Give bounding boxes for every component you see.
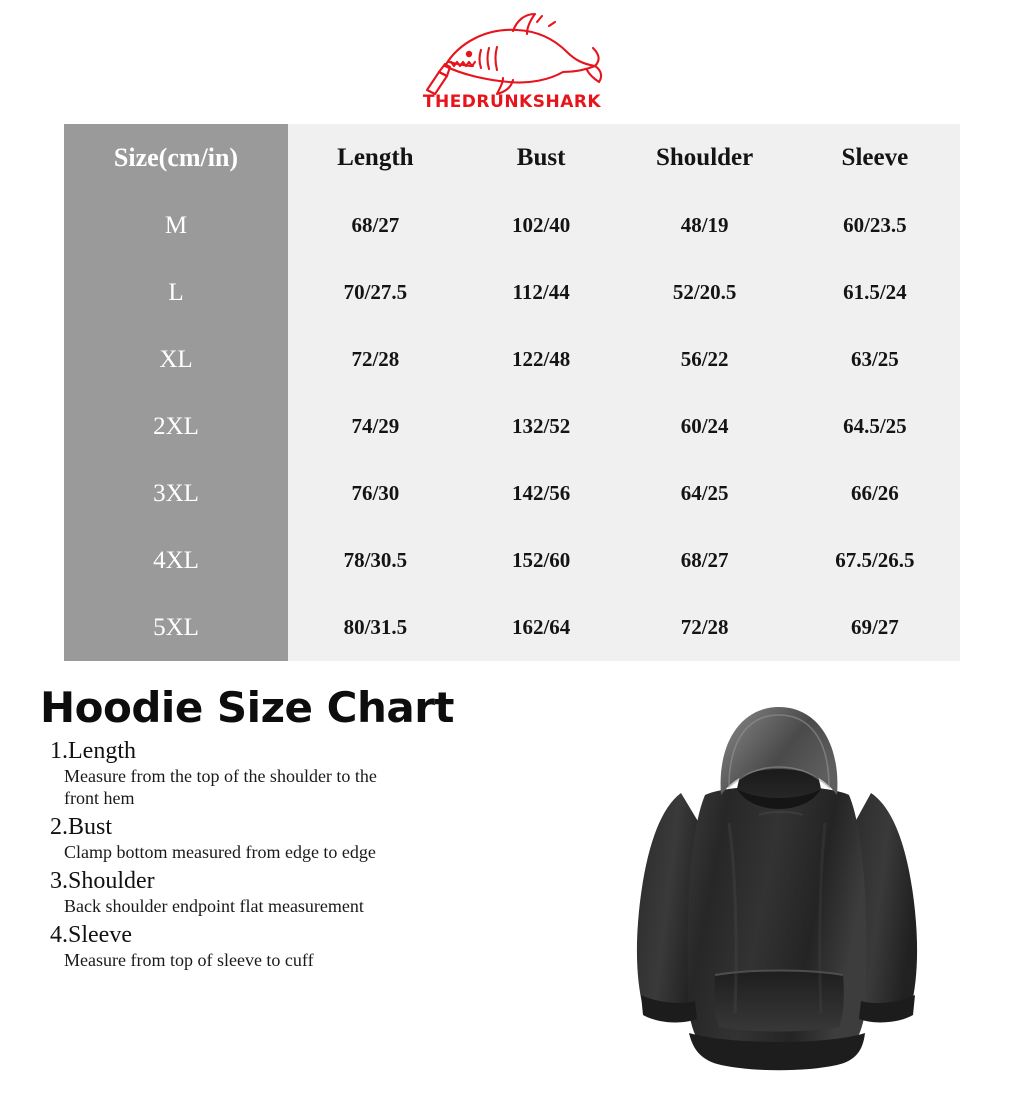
cell-size: XL <box>64 326 288 393</box>
column-header-shoulder: Shoulder <box>620 124 790 192</box>
cell-shoulder: 48/19 <box>620 192 790 259</box>
cell-sleeve: 67.5/26.5 <box>790 527 960 594</box>
column-header-bust: Bust <box>463 124 620 192</box>
cell-bust: 112/44 <box>463 259 620 326</box>
cell-length: 68/27 <box>288 192 463 259</box>
cell-sleeve: 64.5/25 <box>790 393 960 460</box>
note-title: 1.Length <box>50 738 136 764</box>
cell-length: 74/29 <box>288 393 463 460</box>
measurement-notes <box>38 683 568 1078</box>
note-desc: Measure from the top of the shoulder to the front hem <box>64 766 377 808</box>
note-item-sleeve <box>38 922 568 972</box>
cell-size: M <box>64 192 288 259</box>
size-chart-table <box>64 124 960 661</box>
cell-size: 2XL <box>64 393 288 460</box>
cell-length: 78/30.5 <box>288 527 463 594</box>
cell-bust: 122/48 <box>463 326 620 393</box>
cell-length: 76/30 <box>288 460 463 527</box>
cell-length: 72/28 <box>288 326 463 393</box>
column-header-sleeve: Sleeve <box>790 124 960 192</box>
note-desc: Back shoulder endpoint flat measurement <box>64 895 364 916</box>
note-desc: Clamp bottom measured from edge to edge <box>64 841 376 862</box>
cell-bust: 132/52 <box>463 393 620 460</box>
note-item-length <box>38 738 568 810</box>
table-header-row <box>64 124 960 192</box>
cell-length: 70/27.5 <box>288 259 463 326</box>
cell-sleeve: 69/27 <box>790 594 960 661</box>
brand-logo <box>0 0 1024 120</box>
cell-size: 3XL <box>64 460 288 527</box>
table-row <box>64 460 960 527</box>
cell-shoulder: 60/24 <box>620 393 790 460</box>
note-title: 3.Shoulder <box>50 867 155 894</box>
cell-sleeve: 66/26 <box>790 460 960 527</box>
cell-length: 80/31.5 <box>288 594 463 661</box>
cell-bust: 142/56 <box>463 460 620 527</box>
cell-bust: 152/60 <box>463 527 620 594</box>
cell-shoulder: 52/20.5 <box>620 259 790 326</box>
cell-shoulder: 56/22 <box>620 326 790 393</box>
note-title: 2.Bust <box>50 813 113 840</box>
note-title: 4.Sleeve <box>50 921 132 948</box>
shark-logo-icon <box>417 12 607 96</box>
cell-size: 5XL <box>64 594 288 661</box>
note-item-shoulder <box>38 868 568 918</box>
cell-size: L <box>64 259 288 326</box>
cell-shoulder: 68/27 <box>620 527 790 594</box>
table-row <box>64 527 960 594</box>
note-desc: Measure from top of sleeve to cuff <box>64 949 314 970</box>
column-header-length: Length <box>288 124 463 192</box>
cell-bust: 162/64 <box>463 594 620 661</box>
brand-name: THEDRUNKSHARK <box>422 92 602 112</box>
product-image <box>568 683 990 1078</box>
cell-sleeve: 61.5/24 <box>790 259 960 326</box>
column-header-size: Size(cm/in) <box>64 124 288 192</box>
cell-sleeve: 63/25 <box>790 326 960 393</box>
size-chart-table-wrapper <box>64 124 960 661</box>
cell-size: 4XL <box>64 527 288 594</box>
table-row <box>64 192 960 259</box>
table-row <box>64 594 960 661</box>
note-item-bust <box>38 814 568 864</box>
cell-sleeve: 60/23.5 <box>790 192 960 259</box>
cell-shoulder: 64/25 <box>620 460 790 527</box>
cell-shoulder: 72/28 <box>620 594 790 661</box>
table-row <box>64 326 960 393</box>
page-title: Hoodie Size Chart <box>40 683 454 732</box>
black-washed-hoodie-photo <box>609 683 949 1078</box>
lower-section <box>0 683 1024 1078</box>
table-row <box>64 393 960 460</box>
table-row <box>64 259 960 326</box>
cell-bust: 102/40 <box>463 192 620 259</box>
